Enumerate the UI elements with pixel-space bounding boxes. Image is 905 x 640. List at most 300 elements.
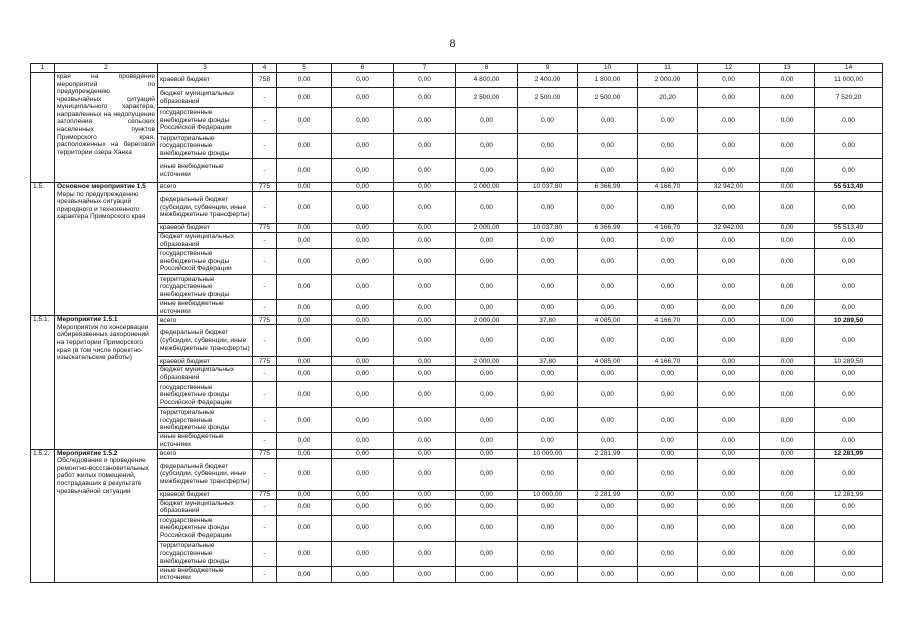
value-cell-col-10: 0,00 <box>578 541 638 566</box>
funding-source <box>158 366 253 382</box>
value-cell-col-13: 0,00 <box>760 88 815 108</box>
value-cell-col-5: 0,00 <box>277 249 332 275</box>
value-cell-col-7: 0,00 <box>394 192 456 224</box>
value-cell-col-8: 0,00 <box>456 515 518 541</box>
value-cell-col-6: 0,00 <box>332 316 394 325</box>
value-cell-col-7: 0,00 <box>394 325 456 357</box>
value-cell-col-12: 32 942,00 <box>698 224 760 233</box>
funding-source-label: федеральный бюджет (субсидии, субвенции, иные межбюджетные трансферты) <box>160 196 250 219</box>
value-cell-col-5: 0,00 <box>277 357 332 366</box>
item-number: 1.5. <box>31 183 55 316</box>
table-row <box>31 515 883 541</box>
value-cell-col-4: - <box>253 300 277 316</box>
value-cell-col-13: 0,00 <box>760 300 815 316</box>
value-cell-col-12: 0,00 <box>698 88 760 108</box>
value-cell-col-5: 0,00 <box>277 566 332 582</box>
value-cell-col-12: 0,00 <box>698 300 760 316</box>
value-cell-col-6: 0,00 <box>332 275 394 300</box>
value-cell-col-12: 0,00 <box>698 541 760 566</box>
value-cell-col-6: 0,00 <box>332 159 394 183</box>
value-cell-col-11: 0,00 <box>638 541 698 566</box>
value-cell-col-4: 775 <box>253 183 277 192</box>
item-number: 1.5.2. <box>31 449 55 582</box>
value-cell-col-12: 0,00 <box>698 325 760 357</box>
value-cell-col-8: 0,00 <box>456 108 518 134</box>
value-cell-col-6: 0,00 <box>332 499 394 515</box>
value-cell-col-7: 0,00 <box>394 499 456 515</box>
value-cell-col-13: 0,00 <box>760 224 815 233</box>
value-cell-col-14: 0,00 <box>815 159 883 183</box>
value-cell-col-5: 0,00 <box>277 499 332 515</box>
table-row <box>31 316 883 325</box>
value-cell-col-8: 0,00 <box>456 490 518 499</box>
value-cell-col-4: - <box>253 134 277 159</box>
column-header-7: 7 <box>394 64 456 73</box>
value-cell-col-9: 0,00 <box>518 515 578 541</box>
value-cell-col-10: 0,00 <box>578 192 638 224</box>
value-cell-col-7: 0,00 <box>394 249 456 275</box>
value-cell-col-13: 0,00 <box>760 249 815 275</box>
value-cell-col-7: 0,00 <box>394 458 456 490</box>
value-cell-col-12: 0,00 <box>698 73 760 88</box>
value-cell-col-10: 2 281,99 <box>578 449 638 458</box>
value-cell-col-12: 0,00 <box>698 108 760 134</box>
value-cell-col-9: 10 000,00 <box>518 449 578 458</box>
value-cell-col-9: 0,00 <box>518 275 578 300</box>
value-cell-col-9: 0,00 <box>518 366 578 382</box>
value-cell-col-8: 0,00 <box>456 566 518 582</box>
value-cell-col-13: 0,00 <box>760 192 815 224</box>
value-cell-col-5: 0,00 <box>277 433 332 449</box>
value-cell-col-7: 0,00 <box>394 490 456 499</box>
value-cell-col-6: 0,00 <box>332 566 394 582</box>
value-cell-col-12: 0,00 <box>698 275 760 300</box>
value-cell-col-11: 0,00 <box>638 490 698 499</box>
table-row <box>31 366 883 382</box>
value-cell-col-12: 0,00 <box>698 490 760 499</box>
value-cell-col-11: 0,00 <box>638 408 698 433</box>
funding-source-label: иные внебюджетные источники <box>160 300 224 315</box>
table-row <box>31 490 883 499</box>
value-cell-col-5: 0,00 <box>277 490 332 499</box>
value-cell-col-14: 0,00 <box>815 108 883 134</box>
value-cell-col-9: 0,00 <box>518 134 578 159</box>
value-cell-col-9: 0,00 <box>518 458 578 490</box>
column-header-10: 10 <box>578 64 638 73</box>
value-cell-col-6: 0,00 <box>332 408 394 433</box>
value-cell-col-11: 4 166,70 <box>638 224 698 233</box>
value-cell-col-6: 0,00 <box>332 382 394 408</box>
value-cell-col-5: 0,00 <box>277 224 332 233</box>
value-cell-col-5: 0,00 <box>277 325 332 357</box>
value-cell-col-4: 775 <box>253 449 277 458</box>
value-cell-col-11: 0,00 <box>638 192 698 224</box>
value-cell-col-9: 0,00 <box>518 192 578 224</box>
value-cell-col-6: 0,00 <box>332 249 394 275</box>
funding-source-label: бюджет муниципальных образований <box>160 89 235 105</box>
value-cell-col-11: 20,20 <box>638 88 698 108</box>
value-cell-col-6: 0,00 <box>332 183 394 192</box>
table-row <box>31 325 883 357</box>
column-header-6: 6 <box>332 64 394 73</box>
value-cell-col-4: - <box>253 108 277 134</box>
value-cell-col-11: 0,00 <box>638 458 698 490</box>
value-cell-col-8: 2 000,00 <box>456 316 518 325</box>
value-cell-col-11: 2 000,00 <box>638 73 698 88</box>
value-cell-col-8: 0,00 <box>456 134 518 159</box>
value-cell-col-8: 2 000,00 <box>456 357 518 366</box>
value-cell-col-14: 55 513,49 <box>815 183 883 192</box>
funding-source <box>158 325 253 357</box>
value-cell-col-13: 0,00 <box>760 233 815 249</box>
value-cell-col-8: 2 500,00 <box>456 88 518 108</box>
value-cell-col-7: 0,00 <box>394 275 456 300</box>
value-cell-col-7: 0,00 <box>394 134 456 159</box>
table-row <box>31 541 883 566</box>
value-cell-col-10: 0,00 <box>578 325 638 357</box>
value-cell-col-8: 0,00 <box>456 458 518 490</box>
value-cell-col-11: 0,00 <box>638 134 698 159</box>
funding-source <box>158 382 253 408</box>
funding-source-label: всего <box>160 316 177 324</box>
value-cell-col-5: 0,00 <box>277 382 332 408</box>
value-cell-col-12: 0,00 <box>698 233 760 249</box>
value-cell-col-7: 0,00 <box>394 300 456 316</box>
value-cell-col-13: 0,00 <box>760 134 815 159</box>
funding-source-label: иные внебюджетные источники <box>160 566 224 582</box>
value-cell-col-10: 0,00 <box>578 275 638 300</box>
value-cell-col-14: 0,00 <box>815 408 883 433</box>
value-cell-col-5: 0,00 <box>277 88 332 108</box>
value-cell-col-12: 0,00 <box>698 316 760 325</box>
value-cell-col-8: 0,00 <box>456 433 518 449</box>
funding-source-label: всего <box>160 183 177 191</box>
value-cell-col-9: 37,80 <box>518 316 578 325</box>
value-cell-col-8: 0,00 <box>456 325 518 357</box>
value-cell-col-9: 10 037,80 <box>518 183 578 192</box>
value-cell-col-10: 0,00 <box>578 499 638 515</box>
funding-source <box>158 73 253 88</box>
value-cell-col-14: 10 289,50 <box>815 316 883 325</box>
value-cell-col-11: 4 166,70 <box>638 183 698 192</box>
value-cell-col-7: 0,00 <box>394 183 456 192</box>
table-row <box>31 499 883 515</box>
value-cell-col-7: 0,00 <box>394 541 456 566</box>
value-cell-col-12: 0,00 <box>698 408 760 433</box>
value-cell-col-7: 0,00 <box>394 408 456 433</box>
value-cell-col-13: 0,00 <box>760 566 815 582</box>
value-cell-col-5: 0,00 <box>277 300 332 316</box>
value-cell-col-6: 0,00 <box>332 325 394 357</box>
funding-source <box>158 433 253 449</box>
value-cell-col-4: 775 <box>253 357 277 366</box>
value-cell-col-6: 0,00 <box>332 541 394 566</box>
value-cell-col-13: 0,00 <box>760 382 815 408</box>
value-cell-col-9: 2 500,00 <box>518 88 578 108</box>
value-cell-col-10: 0,00 <box>578 515 638 541</box>
value-cell-col-9: 37,80 <box>518 357 578 366</box>
budget-table <box>30 63 883 583</box>
item-description <box>55 316 158 449</box>
value-cell-col-12: 0,00 <box>698 382 760 408</box>
funding-source <box>158 458 253 490</box>
funding-source-label: иные внебюджетные источники <box>160 162 224 178</box>
table-row <box>31 458 883 490</box>
value-cell-col-9: 0,00 <box>518 300 578 316</box>
value-cell-col-4: 775 <box>253 224 277 233</box>
value-cell-col-12: 0,00 <box>698 357 760 366</box>
value-cell-col-11: 0,00 <box>638 275 698 300</box>
value-cell-col-5: 0,00 <box>277 408 332 433</box>
table-row <box>31 88 883 108</box>
item-description <box>55 73 158 183</box>
value-cell-col-7: 0,00 <box>394 357 456 366</box>
value-cell-col-11: 0,00 <box>638 233 698 249</box>
value-cell-col-6: 0,00 <box>332 515 394 541</box>
value-cell-col-14: 0,00 <box>815 134 883 159</box>
value-cell-col-13: 0,00 <box>760 275 815 300</box>
funding-source <box>158 490 253 499</box>
value-cell-col-6: 0,00 <box>332 88 394 108</box>
value-cell-col-9: 0,00 <box>518 566 578 582</box>
funding-source-label: государственные внебюджетные фонды Российской Федерации <box>160 383 232 406</box>
value-cell-col-7: 0,00 <box>394 433 456 449</box>
funding-source <box>158 449 253 458</box>
item-text: края на проведение мероприятий по предупреждению чрезвычайных ситуаций муниципального характера, направленных на недопущение затопления сельских населенных пунктов Приморского края, расположенных на береговой территории озера Ханка <box>57 73 155 156</box>
column-header-8: 8 <box>456 64 518 73</box>
value-cell-col-4: - <box>253 515 277 541</box>
value-cell-col-13: 0,00 <box>760 366 815 382</box>
item-title: Основное мероприятие 1.5 <box>57 183 146 190</box>
value-cell-col-4: - <box>253 541 277 566</box>
value-cell-col-11: 0,00 <box>638 366 698 382</box>
table-row <box>31 357 883 366</box>
value-cell-col-14: 0,00 <box>815 566 883 582</box>
column-header-3: 3 <box>158 64 253 73</box>
value-cell-col-11: 0,00 <box>638 382 698 408</box>
item-title: Мероприятие 1.5.1 <box>57 316 118 324</box>
value-cell-col-7: 0,00 <box>394 224 456 233</box>
value-cell-col-4: 775 <box>253 490 277 499</box>
value-cell-col-11: 4 166,70 <box>638 316 698 325</box>
value-cell-col-9: 10 000,00 <box>518 490 578 499</box>
value-cell-col-11: 0,00 <box>638 325 698 357</box>
table-row <box>31 300 883 316</box>
item-title: Мероприятие 1.5.2 <box>57 449 118 457</box>
value-cell-col-4: - <box>253 566 277 582</box>
value-cell-col-10: 0,00 <box>578 458 638 490</box>
value-cell-col-4: - <box>253 249 277 275</box>
funding-source-label: территориальные государственные внебюджетные фонды <box>160 409 230 432</box>
value-cell-col-12: 0,00 <box>698 134 760 159</box>
value-cell-col-9: 10 037,80 <box>518 224 578 233</box>
value-cell-col-10: 0,00 <box>578 566 638 582</box>
value-cell-col-9: 0,00 <box>518 433 578 449</box>
funding-source-label: краевой бюджет <box>160 224 210 232</box>
value-cell-col-14: 0,00 <box>815 300 883 316</box>
column-header-14: 14 <box>815 64 883 73</box>
funding-source <box>158 541 253 566</box>
table-row <box>31 382 883 408</box>
value-cell-col-10: 0,00 <box>578 159 638 183</box>
value-cell-col-8: 0,00 <box>456 249 518 275</box>
value-cell-col-6: 0,00 <box>332 366 394 382</box>
value-cell-col-6: 0,00 <box>332 449 394 458</box>
item-text: Меры по предупреждению чрезвычайных ситуаций природного и техногенного характера Приморского края <box>57 190 146 221</box>
item-number <box>31 73 55 183</box>
value-cell-col-6: 0,00 <box>332 433 394 449</box>
value-cell-col-14: 12 281,99 <box>815 449 883 458</box>
funding-source-label: территориальные государственные внебюджетные фонды <box>160 542 230 565</box>
value-cell-col-9: 0,00 <box>518 233 578 249</box>
table-row <box>31 73 883 88</box>
funding-source-label: краевой бюджет <box>160 357 210 365</box>
table-row <box>31 449 883 458</box>
value-cell-col-14: 55 513,49 <box>815 224 883 233</box>
value-cell-col-11: 0,00 <box>638 449 698 458</box>
value-cell-col-12: 0,00 <box>698 433 760 449</box>
value-cell-col-11: 0,00 <box>638 108 698 134</box>
item-text: Обследование и проведение ремонтно-восстановительных работ жилых помещений, пострадавших в результате чрезвычайной ситуации <box>57 457 149 495</box>
value-cell-col-14: 12 281,99 <box>815 490 883 499</box>
value-cell-col-5: 0,00 <box>277 458 332 490</box>
value-cell-col-7: 0,00 <box>394 73 456 88</box>
table-row <box>31 159 883 183</box>
value-cell-col-8: 0,00 <box>456 233 518 249</box>
funding-source-label: территориальные государственные внебюджетные фонды <box>160 134 230 157</box>
value-cell-col-14: 7 520,20 <box>815 88 883 108</box>
value-cell-col-14: 0,00 <box>815 366 883 382</box>
value-cell-col-13: 0,00 <box>760 183 815 192</box>
value-cell-col-13: 0,00 <box>760 458 815 490</box>
value-cell-col-10: 0,00 <box>578 233 638 249</box>
value-cell-col-14: 0,00 <box>815 192 883 224</box>
value-cell-col-7: 0,00 <box>394 108 456 134</box>
value-cell-col-14: 0,00 <box>815 382 883 408</box>
value-cell-col-7: 0,00 <box>394 88 456 108</box>
value-cell-col-14: 0,00 <box>815 499 883 515</box>
funding-source <box>158 275 253 300</box>
column-header-9: 9 <box>518 64 578 73</box>
value-cell-col-4: - <box>253 88 277 108</box>
value-cell-col-14: 0,00 <box>815 249 883 275</box>
table-row <box>31 134 883 159</box>
funding-source-label: бюджет муниципальных образований <box>160 499 235 515</box>
funding-source-label: бюджет муниципальных образований <box>160 233 235 248</box>
value-cell-col-13: 0,00 <box>760 159 815 183</box>
value-cell-col-8: 4 800,00 <box>456 73 518 88</box>
funding-source-label: государственные внебюджетные фонды Российской Федерации <box>160 516 232 540</box>
value-cell-col-12: 0,00 <box>698 449 760 458</box>
value-cell-col-8: 2 000,00 <box>456 224 518 233</box>
value-cell-col-5: 0,00 <box>277 515 332 541</box>
value-cell-col-8: 2 000,00 <box>456 183 518 192</box>
value-cell-col-8: 0,00 <box>456 192 518 224</box>
table-body <box>31 64 883 583</box>
value-cell-col-4: - <box>253 159 277 183</box>
funding-source <box>158 183 253 192</box>
funding-source-label: иные внебюджетные источники <box>160 433 224 449</box>
funding-source <box>158 224 253 233</box>
value-cell-col-4: 775 <box>253 316 277 325</box>
value-cell-col-13: 0,00 <box>760 449 815 458</box>
value-cell-col-9: 0,00 <box>518 159 578 183</box>
funding-source-label: федеральный бюджет (субсидии, субвенции, иные межбюджетные трансферты) <box>160 329 250 352</box>
value-cell-col-5: 0,00 <box>277 73 332 88</box>
value-cell-col-11: 0,00 <box>638 300 698 316</box>
item-description <box>55 449 158 582</box>
table-row <box>31 433 883 449</box>
table-row <box>31 224 883 233</box>
value-cell-col-10: 1 800,00 <box>578 73 638 88</box>
value-cell-col-5: 0,00 <box>277 233 332 249</box>
value-cell-col-7: 0,00 <box>394 515 456 541</box>
value-cell-col-11: 0,00 <box>638 566 698 582</box>
value-cell-col-7: 0,00 <box>394 233 456 249</box>
funding-source-label: всего <box>160 449 177 457</box>
funding-source <box>158 316 253 325</box>
value-cell-col-5: 0,00 <box>277 159 332 183</box>
value-cell-col-4: - <box>253 433 277 449</box>
value-cell-col-6: 0,00 <box>332 357 394 366</box>
value-cell-col-14: 0,00 <box>815 515 883 541</box>
value-cell-col-6: 0,00 <box>332 108 394 134</box>
value-cell-col-5: 0,00 <box>277 108 332 134</box>
value-cell-col-11: 0,00 <box>638 249 698 275</box>
table-row <box>31 249 883 275</box>
column-header-2: 2 <box>55 64 158 73</box>
value-cell-col-10: 0,00 <box>578 108 638 134</box>
value-cell-col-10: 0,00 <box>578 300 638 316</box>
value-cell-col-13: 0,00 <box>760 108 815 134</box>
column-header-4: 4 <box>253 64 277 73</box>
value-cell-col-13: 0,00 <box>760 325 815 357</box>
funding-source <box>158 515 253 541</box>
value-cell-col-13: 0,00 <box>760 541 815 566</box>
table-row <box>31 183 883 192</box>
value-cell-col-8: 0,00 <box>456 449 518 458</box>
funding-source <box>158 233 253 249</box>
value-cell-col-8: 0,00 <box>456 275 518 300</box>
table-row <box>31 566 883 582</box>
value-cell-col-8: 0,00 <box>456 541 518 566</box>
funding-source <box>158 88 253 108</box>
table-row <box>31 408 883 433</box>
value-cell-col-6: 0,00 <box>332 458 394 490</box>
value-cell-col-4: - <box>253 366 277 382</box>
value-cell-col-6: 0,00 <box>332 490 394 499</box>
value-cell-col-4: - <box>253 408 277 433</box>
value-cell-col-9: 0,00 <box>518 325 578 357</box>
value-cell-col-14: 0,00 <box>815 233 883 249</box>
value-cell-col-10: 6 366,99 <box>578 224 638 233</box>
value-cell-col-6: 0,00 <box>332 224 394 233</box>
value-cell-col-12: 0,00 <box>698 249 760 275</box>
value-cell-col-10: 4 085,00 <box>578 316 638 325</box>
value-cell-col-7: 0,00 <box>394 159 456 183</box>
value-cell-col-10: 4 085,00 <box>578 357 638 366</box>
value-cell-col-14: 0,00 <box>815 275 883 300</box>
value-cell-col-13: 0,00 <box>760 316 815 325</box>
header-row <box>31 64 883 73</box>
value-cell-col-4: - <box>253 275 277 300</box>
value-cell-col-6: 0,00 <box>332 134 394 159</box>
value-cell-col-10: 0,00 <box>578 134 638 159</box>
value-cell-col-14: 0,00 <box>815 325 883 357</box>
value-cell-col-10: 0,00 <box>578 366 638 382</box>
page-number: 8 <box>449 36 456 50</box>
value-cell-col-10: 0,00 <box>578 249 638 275</box>
